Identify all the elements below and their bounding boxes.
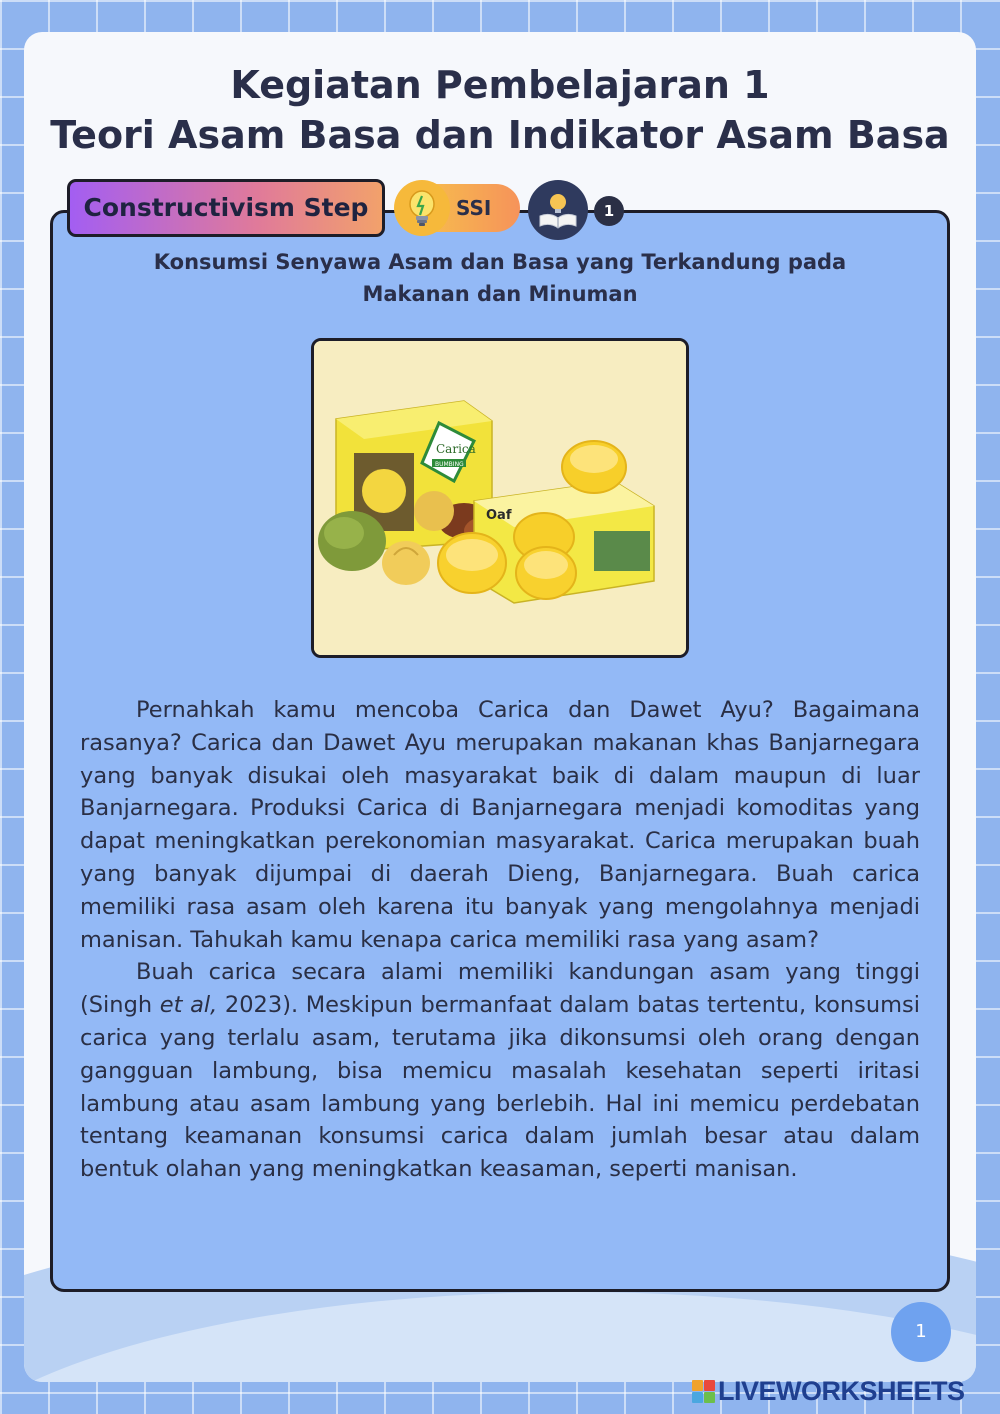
paragraph-2 xyxy=(80,956,920,1186)
liveworksheets-logo xyxy=(692,1376,965,1406)
lightbulb-icon xyxy=(394,180,450,236)
paragraph-2-end: 2023). Meskipun bermanfaat dalam batas tertentu, konsumsi carica yang terlalu asam, terutama jika dikonsumsi oleh orang dengan gangguan lambung, bisa memicu masalah kesehatan seperti iritasi lambung atau asam lambung yang berlebih. Hal ini memicu perdebatan tentang keamanan konsumsi carica dalam jumlah besar atau dalam bentuk olahan yang meningkatkan keasaman, seperti manisan. xyxy=(80,992,920,1183)
ssi-label: SSI xyxy=(456,196,492,220)
subtitle-line-2: Makanan dan Minuman xyxy=(362,282,638,306)
paragraph-1: Pernahkah kamu mencoba Carica dan Dawet Ayu? Bagaimana rasanya? Carica dan Dawet Ayu merupakan makanan khas Banjarnegara yang banyak disukai oleh masyarakat baik di dalam maupun di luar Banjarnegara. Produksi Carica di Banjarnegara menjadi komoditas yang dapat meningkatkan perekonomian masyarakat. Carica merupakan buah yang banyak dijumpai di daerah Dieng, Banjarnegara. Buah carica memiliki rasa asam oleh karena itu banyak yang mengolahnya menjadi manisan. Tahukah kamu kenapa carica memiliki rasa yang asam? xyxy=(80,697,920,953)
body-text xyxy=(80,694,920,1186)
ssi-badge xyxy=(396,184,520,232)
carica-product-photo xyxy=(311,338,689,658)
constructivism-step-badge: Constructivism Step xyxy=(67,179,385,237)
paragraph-2-start: Buah carica secara alami memiliki kandungan asam yang tinggi (Singh xyxy=(80,959,920,1019)
worksheet-page xyxy=(24,32,976,1382)
title-line-1: Kegiatan Pembelajaran 1 xyxy=(230,63,770,107)
cup-brand-text: Oaf xyxy=(486,508,512,523)
liveworksheets-logo-icon xyxy=(692,1380,715,1403)
title-line-2: Teori Asam Basa dan Indikator Asam Basa xyxy=(50,113,950,157)
citation-et-al: et al, xyxy=(159,992,218,1019)
step-number-badge: 1 xyxy=(594,196,624,226)
page-title xyxy=(24,60,976,160)
box-sub-text: BUMBING xyxy=(435,461,464,468)
liveworksheets-logo-text: LIVEWORKSHEETS xyxy=(718,1375,965,1406)
book-lightbulb-icon xyxy=(528,180,588,240)
subtitle-line-1: Konsumsi Senyawa Asam dan Basa yang Terkandung pada xyxy=(153,250,847,274)
box-brand-text: Carica xyxy=(436,442,476,456)
page-number: 1 xyxy=(891,1302,951,1362)
section-subtitle xyxy=(50,246,950,310)
